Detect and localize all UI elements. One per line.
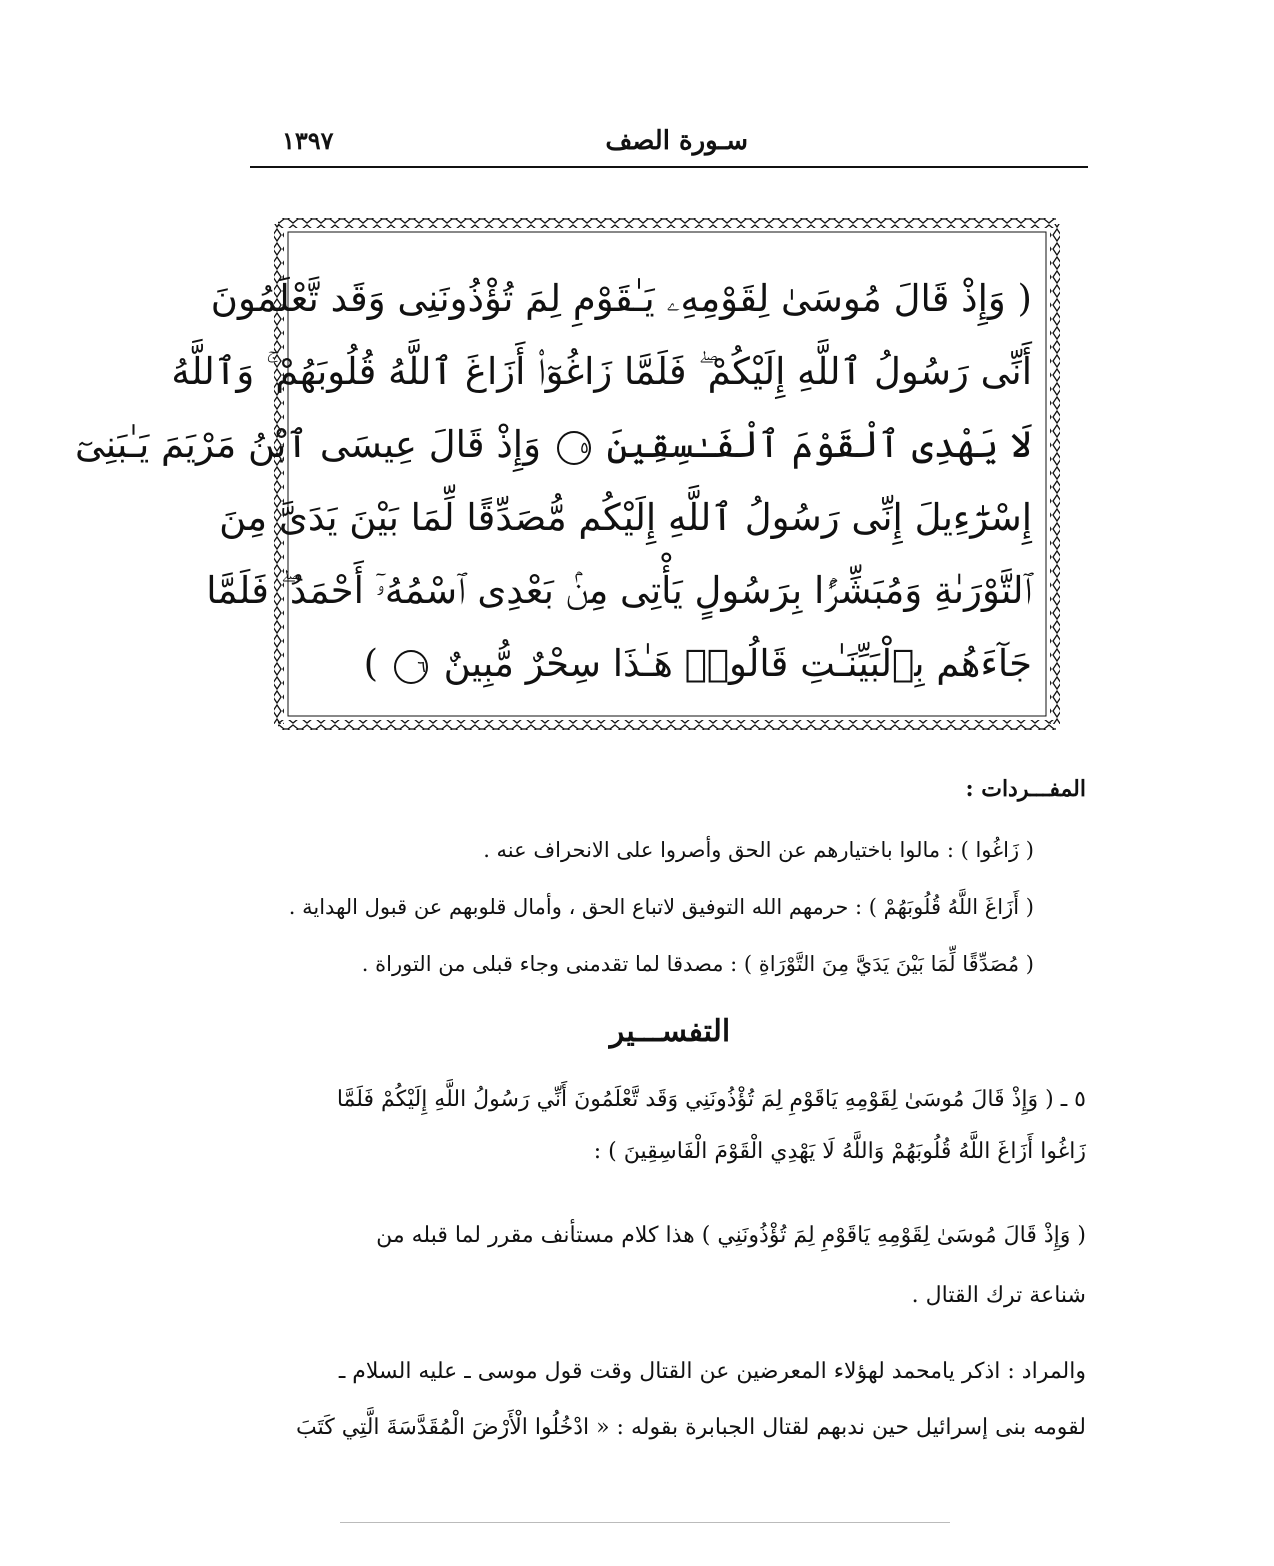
vocabulary-heading: المفـــردات :	[965, 776, 1086, 802]
running-header	[250, 126, 1088, 170]
verse-line: ( وَإِذْ قَالَ مُوسَىٰ لِقَوْمِهِۦ يَـٰقَوْمِ لِمَ تُؤْذُونَنِى وَقَد تَّعْلَمُونَ	[210, 277, 1032, 320]
tafsir-paragraph	[250, 1352, 1086, 1464]
paragraph-line: ٥ ـ ( وَإِذْ قَالَ مُوسَىٰ لِقَوْمِهِ يَاقَوْمِ لِمَ تُؤْذُونَنِي وَقَد تَّعْلَمُونَ أَنِّي رَسُولُ اللَّهِ إِلَيْكُمْ فَلَمَّا	[336, 1087, 1086, 1112]
surah-title: سـورة الصف	[605, 126, 748, 156]
tafsir-paragraph	[250, 1216, 1086, 1336]
ayah-number-marker: ٦	[394, 650, 428, 684]
tafsir-paragraph	[250, 1080, 1086, 1184]
header-rule	[250, 166, 1088, 168]
verse-line: ٱلتَّوْرَىٰةِ وَمُبَشِّرًۢا بِرَسُولٍ يَأْتِى مِنۢ بَعْدِى ٱسْمُهُۥٓ أَحْمَدُ ۖ فَلَمَّا	[206, 569, 1032, 612]
vocabulary-item: ( مُصَدِّقًا لِّمَا بَيْنَ يَدَيَّ مِنَ التَّوْرَاةِ ) : مصدقا لما تقدمنى وجاء قبلى من التوراة .	[361, 952, 1034, 976]
border-left	[1050, 224, 1060, 724]
verse-line: إِسْرَٰٓءِيلَ إِنِّى رَسُولُ ٱللَّهِ إِلَيْكُم مُّصَدِّقًا لِّمَا بَيْنَ يَدَىَّ مِنَ	[219, 496, 1032, 539]
paragraph-line: ( وَإِذْ قَالَ مُوسَىٰ لِقَوْمِهِ يَاقَوْمِ لِمَ تُؤْذُونَنِي ) هذا كلام مستأنف مقرر لما قبله من	[376, 1223, 1086, 1248]
border-bottom	[278, 720, 1056, 730]
vocabulary-item: ( أَزَاغَ اللَّهُ قُلُوبَهُمْ ) : حرمهم الله التوفيق لاتباع الحق ، وأمال قلوبهم عن قبول الهداية .	[288, 895, 1034, 919]
verse-text	[74, 262, 1032, 700]
verse-fragment: وَإِذْ قَالَ عِيسَى ٱبْنُ مَرْيَمَ يَـٰبَنِىٓ	[74, 423, 541, 466]
verse-line: أَنِّى رَسُولُ ٱللَّهِ إِلَيْكُمْ ۖ فَلَمَّا زَاغُوٓا۟ أَزَاغَ ٱللَّهُ قُلُوبَهُمْ ۚ وَٱللَّهُ	[171, 350, 1032, 393]
paragraph-line: لقومه بنى إسرائيل حين ندبهم لقتال الجبابرة بقوله : « ادْخُلُوا الْأَرْضَ الْمُقَدَّسَةَ الَّتِي كَتَبَ	[296, 1415, 1086, 1440]
verse-closing-paren: )	[363, 642, 379, 685]
tafsir-heading: التفســـير	[609, 1014, 731, 1049]
paragraph-line: شناعة ترك القتال .	[911, 1283, 1086, 1308]
quran-verse-frame	[74, 214, 1062, 734]
ayah-number-marker: ٥	[557, 431, 591, 465]
page-number: ١٣٩٧	[282, 126, 334, 155]
border-top	[278, 218, 1056, 228]
paragraph-line: زَاغُوا أَزَاغَ اللَّهُ قُلُوبَهُمْ وَاللَّهُ لَا يَهْدِي الْقَوْمَ الْفَاسِقِينَ ) :	[593, 1139, 1086, 1164]
verse-fragment: جَآءَهُم بِٱلْبَيِّنَـٰتِ قَالُوا۟ هَـٰذَا سِحْرٌ مُّبِينٌ	[443, 642, 1032, 685]
page-bottom-rule	[340, 1522, 950, 1523]
verse-line	[74, 408, 1032, 481]
verse-line	[302, 627, 1032, 700]
paragraph-line: والمراد : اذكر يامحمد لهؤلاء المعرضين عن القتال وقت قول موسى ـ عليه السلام ـ	[338, 1359, 1086, 1384]
verse-fragment: لَا يَهْدِى ٱلْقَوْمَ ٱلْفَـٰسِقِينَ	[606, 423, 1032, 466]
vocabulary-list	[234, 830, 1034, 1001]
vocabulary-item: ( زَاغُوا ) : مالوا باختيارهم عن الحق وأصروا على الانحراف عنه .	[483, 838, 1034, 862]
